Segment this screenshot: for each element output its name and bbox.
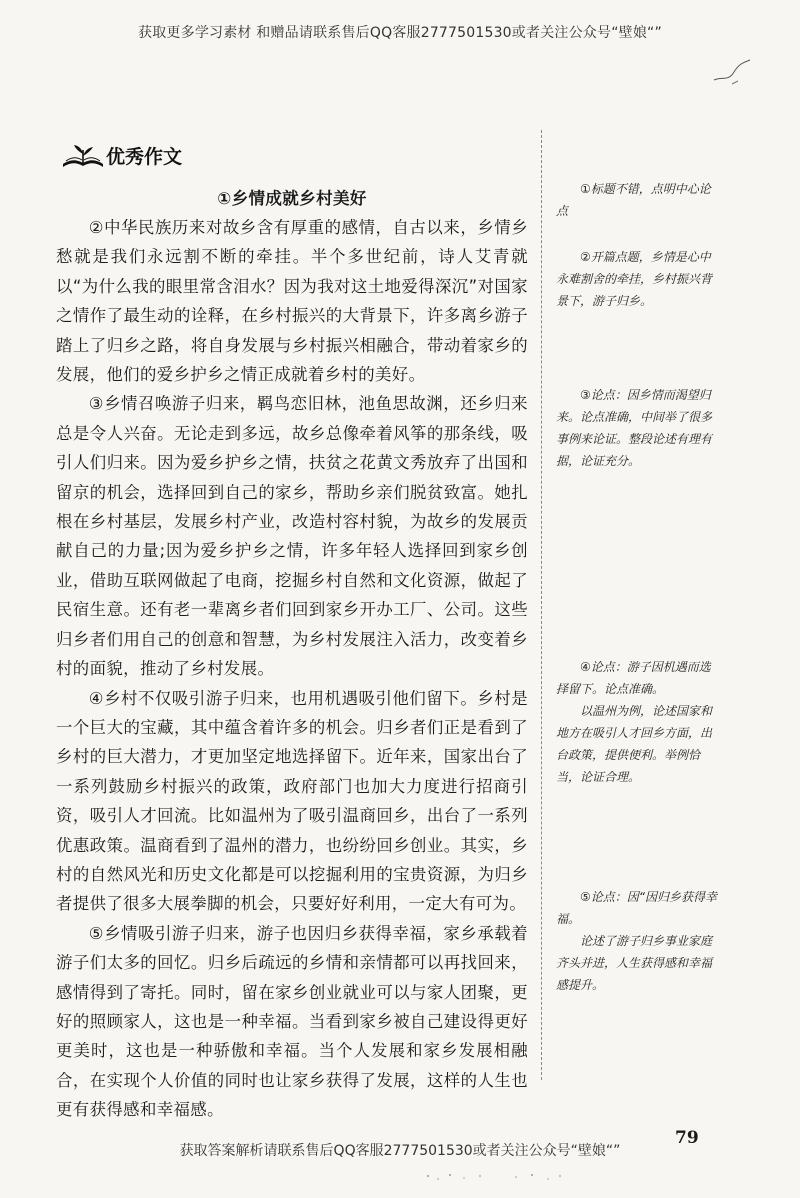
essay-paragraph: ⑤乡情吸引游子归来，游子也因归乡获得幸福，家乡承载着游子们太多的回忆。归乡后疏远的乡情和亲情都可以再找回来，感情得到了寄托。同时，留在家乡创业就业可以与家人团聚，更好的照顾家人，这也是一种幸福。当看到家乡被自己建设得更好更美时，这也是一种骄傲和幸福。当个人发展和家乡发展相融合，在实现个人价值的同时也让家乡获得了发展，这样的人生也更有获得感和幸福感。 <box>56 923 528 1120</box>
margin-note-line: ⑤论点：因“因归乡获得幸福。 <box>556 890 717 926</box>
pen-scribble-mark <box>712 58 752 88</box>
margin-note-line: ②开篇点题，乡情是心中永难割舍的牵挂，乡村振兴背景下，游子归乡。 <box>556 250 713 308</box>
section-title: 优秀作文 <box>106 146 183 168</box>
footer-banner: 获取答案解析请联系售后QQ客服2777501530或者关注公众号“壁娘“” <box>179 1143 621 1159</box>
page-number: 79 <box>675 1128 699 1148</box>
margin-divider <box>541 130 542 1080</box>
margin-note <box>556 178 718 222</box>
header-banner: 获取更多学习素材 和赠品请联系售后QQ客服2777501530或者关注公众号“壁娘“” <box>138 25 662 41</box>
margin-note <box>556 656 718 788</box>
margin-note-line: 论述了游子归乡事业家庭齐头并进，人生获得感和幸福感提升。 <box>556 934 713 992</box>
margin-note-line: ①标题不错，点明中心论点 <box>556 182 711 218</box>
margin-note <box>556 246 718 312</box>
margin-note <box>556 384 718 472</box>
scan-noise <box>420 1170 570 1184</box>
essay-paragraph: ④乡村不仅吸引游子归来，也用机遇吸引他们留下。乡村是一个巨大的宝藏，其中蕴含着许多的机会。归乡者们正是看到了乡村的巨大潜力，才更加坚定地选择留下。近年来，国家出台了一系列鼓励乡村振兴的政策，政府部门也加大力度进行招商引资，吸引人才回流。比如温州为了吸引温商回乡，出台了一系列优惠政策。温商看到了温州的潜力，也纷纷回乡创业。其实，乡村的自然风光和历史文化都是可以挖掘利用的宝贵资源，为归乡者提供了很多大展拳脚的机会，只要好好利用，一定大有可为。 <box>56 688 528 914</box>
essay-paragraph: ③乡情召唤游子归来，羁鸟恋旧林，池鱼思故渊，还乡归来总是令人兴奋。无论走到多远，故乡总像牵着风筝的那条线，吸引人们归来。因为爱乡护乡之情，扶贫之花黄文秀放弃了出国和留京的机会，选择回到自己的家乡，帮助乡亲们脱贫致富。她扎根在乡村基层，发展乡村产业，改造村容村貌，为故乡的发展贡献自己的力量;因为爱乡护乡之情，许多年轻人选择回到家乡创业，借助互联网做起了电商，挖掘乡村自然和文化资源，做起了民宿生意。还有老一辈离乡者们回到家乡开办工厂、公司。这些归乡者们用自己的创意和智慧，为乡村发展注入活力，改变着乡村的面貌，推动了乡村发展。 <box>56 394 528 679</box>
essay-body <box>56 184 528 1125</box>
essay-title: ①乡情成就乡村美好 <box>217 189 367 208</box>
book-plant-icon <box>62 144 104 168</box>
margin-note-line: ④论点：游子因机遇而选择留下。论点准确。 <box>556 660 711 696</box>
section-heading <box>62 142 182 169</box>
essay-paragraph: ②中华民族历来对故乡含有厚重的感情，自古以来，乡情乡愁就是我们永远割不断的牵挂。半个多世纪前，诗人艾青就以“为什么我的眼里常含泪水？因为我对这土地爱得深沉”对国家之情作了最生动的诠释，在乡村振兴的大背景下，许多离乡游子踏上了归乡之路，将自身发展与乡村振兴相融合，带动着家乡的发展，他们的爱乡护乡之情正成就着乡村的美好。 <box>56 218 528 385</box>
margin-note-line: 以温州为例，论述国家和地方在吸引人才回乡方面，出台政策，提供便利。举例恰当，论证合理。 <box>556 704 713 784</box>
margin-note <box>556 886 718 996</box>
margin-note-line: ③论点：因乡情而渴望归来。论点准确，中间举了很多事例来论证。整段论述有理有据，论证充分。 <box>556 388 713 468</box>
